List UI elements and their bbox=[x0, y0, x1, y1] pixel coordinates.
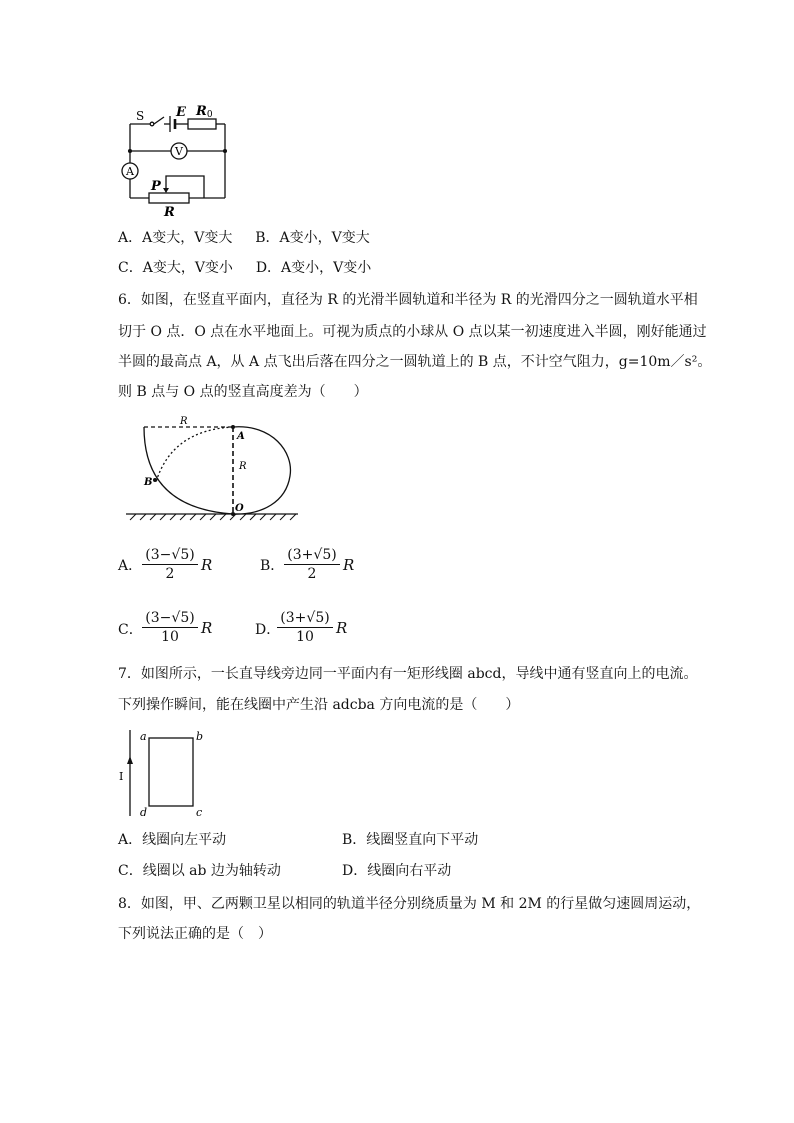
q6-option-a-letter: A． bbox=[118, 558, 143, 574]
q6-option-b-r: R bbox=[343, 556, 355, 574]
q5-options-cd: C．A变大，V变小 D．A变小，V变小 bbox=[118, 260, 372, 276]
circuit-diagram bbox=[114, 100, 234, 220]
q6-line-4: 则 B 点与 O 点的竖直高度差为（ ） bbox=[118, 384, 368, 400]
q6-option-c-fraction bbox=[142, 609, 198, 646]
track-diagram bbox=[122, 412, 302, 522]
q6-line-1: 6．如图，在竖直平面内，直径为 R 的光滑半圆轨道和半径为 R 的光滑四分之一圆轨道水平相 bbox=[118, 292, 698, 308]
voltmeter-label: V bbox=[175, 145, 183, 158]
q6-line-2: 切于 O 点．O 点在水平地面上。可视为质点的小球从 O 点以某一初速度进入半圆，刚好能通过 bbox=[118, 324, 707, 340]
fraction-denominator: 10 bbox=[296, 629, 314, 645]
corner-c-label: c bbox=[196, 806, 203, 819]
q6-option-c-letter: C． bbox=[118, 622, 143, 638]
fig-label-r-top: R bbox=[180, 416, 188, 427]
r0-label: R0 bbox=[196, 104, 213, 120]
fraction-denominator: 2 bbox=[307, 566, 317, 582]
q7-line-2: 下列操作瞬间，能在线圈中产生沿 adcba 方向电流的是（ ） bbox=[118, 697, 520, 713]
corner-d-label: d bbox=[140, 806, 148, 819]
rheostat-label: R bbox=[164, 205, 175, 220]
q7-option-b: B．线圈竖直向下平动 bbox=[342, 832, 479, 848]
fig-label-b: B bbox=[144, 477, 153, 488]
q6-line-3: 半圆的最高点 A，从 A 点飞出后落在四分之一圆轨道上的 B 点，不计空气阻力，g=10m／s²。 bbox=[118, 354, 712, 370]
fraction-numerator: (3+√5) bbox=[284, 546, 340, 565]
switch-label: S bbox=[136, 109, 145, 123]
q5-options-ab: A．A变大，V变大 B．A变小，V变大 bbox=[118, 230, 370, 246]
q6-option-b-fraction bbox=[284, 546, 340, 583]
q7-option-c: C．线圈以 ab 边为轴转动 bbox=[118, 863, 281, 879]
q8-line-1: 8．如图，甲、乙两颗卫星以相同的轨道半径分别绕质量为 M 和 2M 的行星做匀速圆周运动， bbox=[118, 896, 701, 912]
q6-option-a-r: R bbox=[201, 556, 213, 574]
q8-line-2: 下列说法正确的是（ ） bbox=[118, 926, 272, 942]
corner-b-label: b bbox=[196, 730, 204, 743]
q6-option-d-letter: D． bbox=[255, 622, 281, 638]
fig-label-a: A bbox=[237, 431, 245, 442]
slider-label: P bbox=[151, 179, 161, 194]
current-label: I bbox=[119, 770, 124, 783]
emf-label: E bbox=[176, 105, 186, 120]
q6-option-d-fraction bbox=[277, 609, 333, 646]
q6-option-d-r: R bbox=[336, 619, 348, 637]
q6-option-b-letter: B． bbox=[260, 558, 285, 574]
fraction-numerator: (3+√5) bbox=[277, 609, 333, 628]
fraction-denominator: 10 bbox=[161, 629, 179, 645]
corner-a-label: a bbox=[140, 730, 147, 743]
q6-option-a-fraction bbox=[142, 546, 198, 583]
q7-line-1: 7．如图所示，一长直导线旁边同一平面内有一矩形线圈 abcd，导线中通有竖直向上的电流。 bbox=[118, 666, 698, 682]
q7-option-a: A．线圈向左平动 bbox=[118, 832, 227, 848]
q6-option-c-r: R bbox=[201, 619, 213, 637]
q7-option-d: D．线圈向右平动 bbox=[342, 863, 452, 879]
ammeter-label: A bbox=[126, 165, 134, 178]
fraction-numerator: (3−√5) bbox=[142, 609, 198, 628]
fraction-numerator: (3−√5) bbox=[142, 546, 198, 565]
fraction-denominator: 2 bbox=[165, 566, 175, 582]
fig-label-o: O bbox=[235, 503, 244, 514]
fig-label-r-mid: R bbox=[239, 461, 247, 472]
coil-wire-diagram bbox=[112, 724, 212, 820]
